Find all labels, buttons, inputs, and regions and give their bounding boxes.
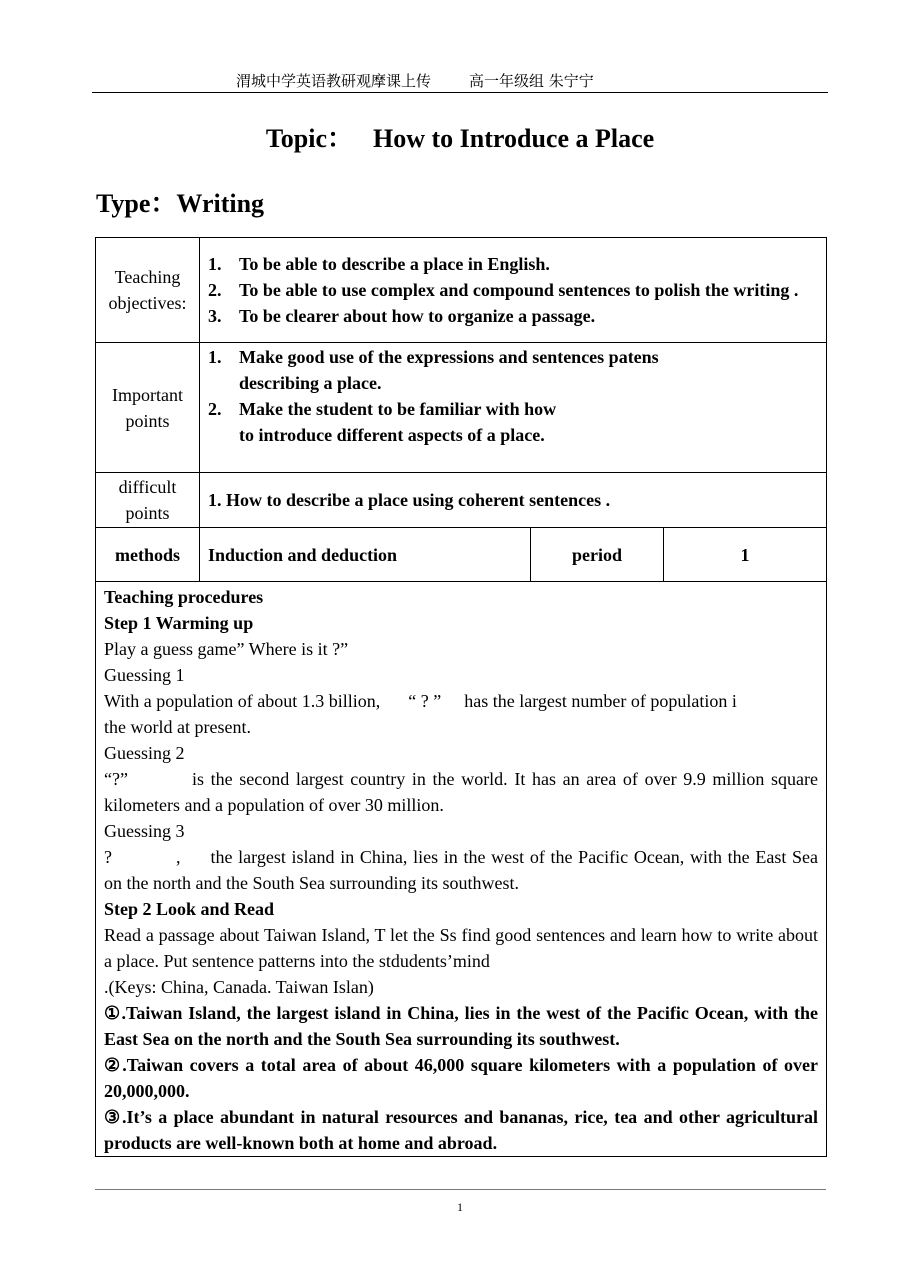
- header-divider: [92, 92, 828, 93]
- difficult-content: 1. How to describe a place using coherent sentences .: [200, 473, 827, 528]
- guess2-label: Guessing 2: [104, 743, 185, 763]
- procedures-row: [96, 582, 827, 1157]
- guess3-text: ? , the largest island in China, lies in the west of the Pacific Ocean, with the East Sea on the north and the South Sea surrounding its southwest.: [104, 847, 819, 893]
- keys-text: .(Keys: China, Canada. Taiwan Islan): [104, 977, 374, 997]
- period-label: period: [531, 528, 664, 582]
- methods-row: [96, 528, 827, 582]
- methods-value: Induction and deduction: [200, 528, 531, 582]
- difficult-label: difficult points: [96, 473, 200, 528]
- type-line: [96, 183, 264, 220]
- important-content: [200, 343, 827, 473]
- sentence-1: ①.Taiwan Island, the largest island in China, lies in the west of the Pacific Ocean, with the East Sea on the north and the South Sea surrounding its southwest.: [104, 1003, 819, 1049]
- important-list: [208, 344, 818, 448]
- list-item: 2. Make the student to be familiar with how to introduce different aspects of a place.: [208, 399, 557, 445]
- methods-label: methods: [96, 528, 200, 582]
- period-value: 1: [664, 528, 827, 582]
- list-item: 1. To be able to describe a place in English.: [208, 254, 550, 274]
- guess1-text-cont: the world at present.: [104, 717, 251, 737]
- step2-heading: Step 2 Look and Read: [104, 899, 275, 919]
- read-instructions: Read a passage about Taiwan Island, T let the Ss find good sentences and learn how to write about a place. Put sentence patterns into the stdudents’mind: [104, 925, 819, 971]
- topic-label: Topic：: [265, 124, 354, 153]
- objectives-label: Teaching objectives:: [96, 238, 200, 343]
- important-row: [96, 343, 827, 473]
- difficult-row: [96, 473, 827, 528]
- important-label: Important points: [96, 343, 200, 473]
- list-item: 3. To be clearer about how to organize a passage.: [208, 306, 596, 326]
- objectives-row: [96, 238, 827, 343]
- type-value: Writing: [176, 189, 265, 218]
- topic-title: How to Introduce a Place: [373, 124, 655, 153]
- list-item: 1. Make good use of the expressions and sentences patens describing a place.: [208, 347, 659, 393]
- objectives-content: [200, 238, 827, 343]
- header-author: 高一年级组 朱宁宁: [469, 72, 594, 90]
- game-text: Play a guess game” Where is it ?”: [104, 639, 349, 659]
- guess2-text: “?” is the second largest country in the world. It has an area of over 9.9 million square kilometers and a population of over 30 million.: [104, 769, 819, 815]
- lesson-plan-table: [95, 237, 827, 1157]
- page-number: 1: [457, 1200, 463, 1214]
- procedures-content: [96, 582, 827, 1157]
- type-label: Type：: [96, 189, 177, 218]
- objectives-list: [208, 251, 818, 329]
- footer-divider: [95, 1189, 826, 1190]
- sentence-3: ③.It’s a place abundant in natural resources and bananas, rice, tea and other agricultural products are well-known both at home and abroad.: [104, 1107, 819, 1153]
- header-school: 渭城中学英语教研观摩课上传: [236, 72, 432, 90]
- page-title: [0, 118, 920, 155]
- step1-heading: Step 1 Warming up: [104, 613, 254, 633]
- procedures-title: Teaching procedures: [104, 587, 264, 607]
- list-item: 2. To be able to use complex and compound sentences to polish the writing .: [208, 280, 799, 300]
- page-header: [236, 70, 594, 91]
- guess1-text: With a population of about 1.3 billion, “ ? ” has the largest number of population i: [104, 691, 737, 711]
- guess1-label: Guessing 1: [104, 665, 185, 685]
- guess3-label: Guessing 3: [104, 821, 185, 841]
- sentence-2: ②.Taiwan covers a total area of about 46,000 square kilometers with a population of over 20,000,000.: [104, 1055, 819, 1101]
